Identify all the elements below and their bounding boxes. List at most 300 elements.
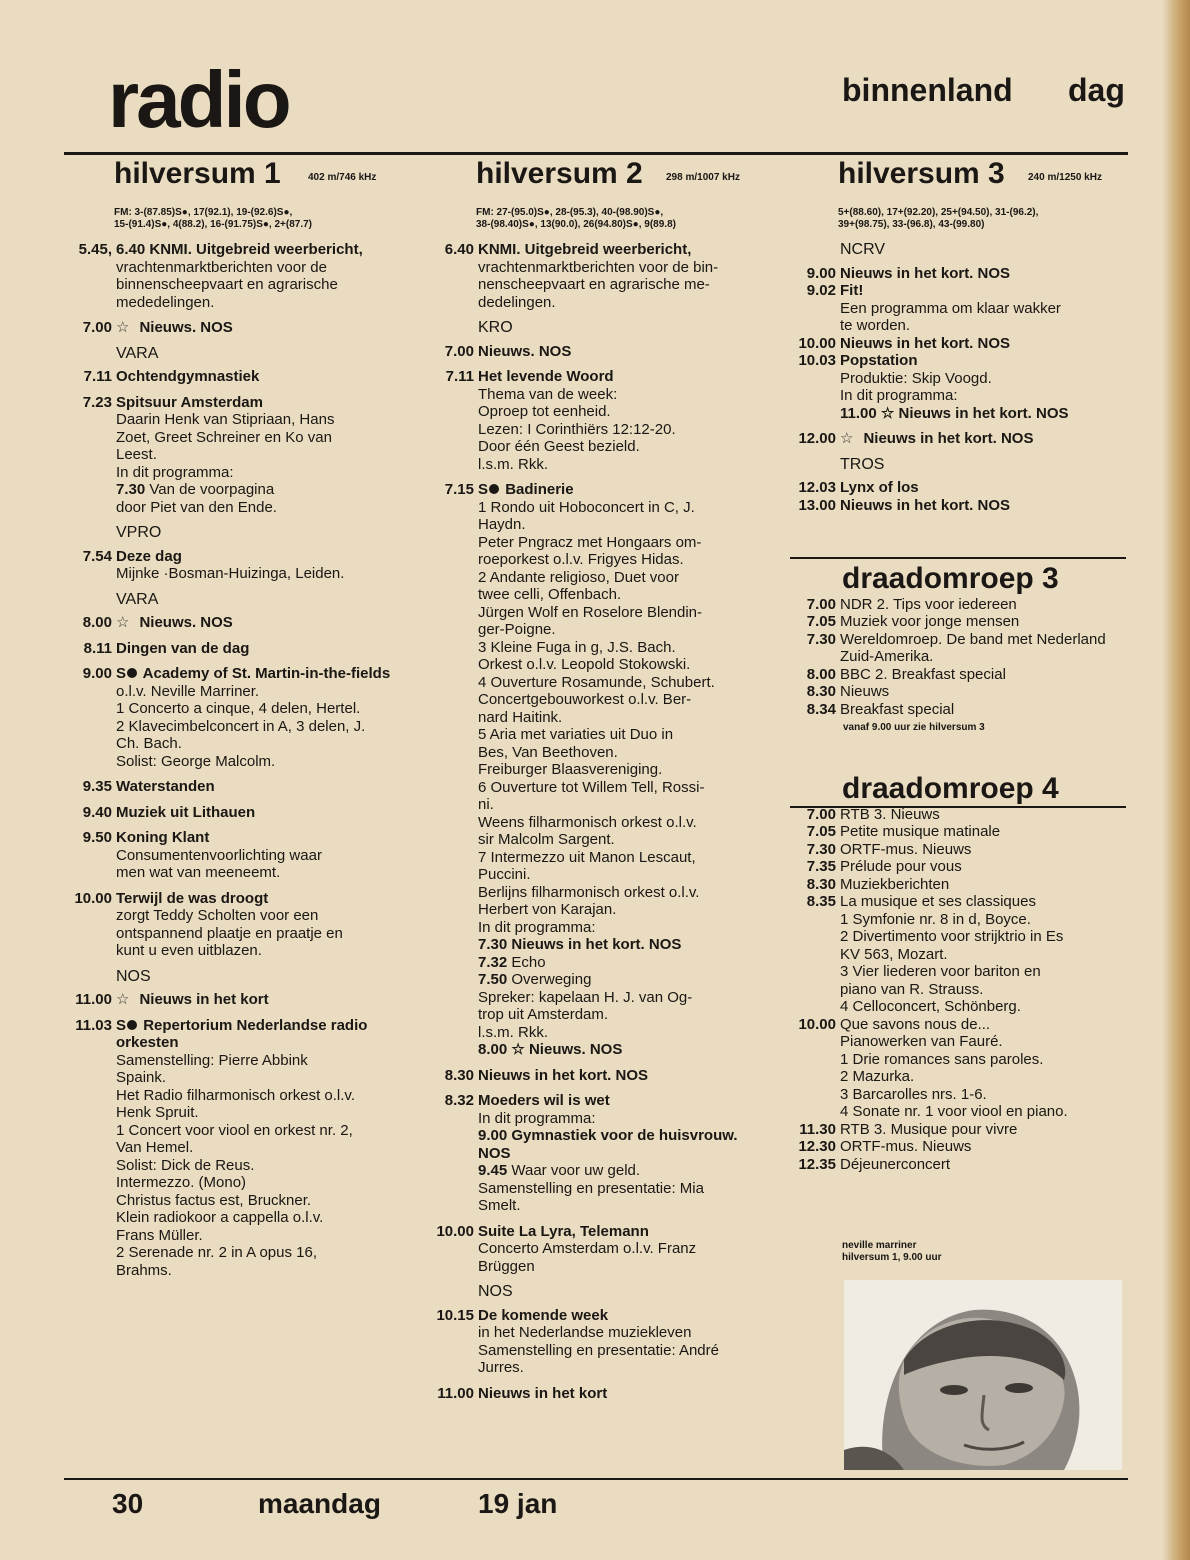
program-entry — [62, 991, 392, 1009]
schedule-text: KV 563, Mozart. — [840, 945, 948, 963]
program-body — [114, 804, 392, 822]
program-line: mededelingen. — [116, 293, 215, 311]
program-title — [478, 1067, 769, 1085]
schedule-time: 8.30 — [806, 875, 836, 893]
program-title-text: Badinerie — [505, 481, 574, 498]
schedule-text: 4 Celloconcert, Schönberg. — [840, 998, 1021, 1015]
program-body — [114, 665, 392, 770]
program-line: Puccini. — [478, 866, 531, 883]
schedule-text: Pianowerken van Fauré. — [840, 1033, 1003, 1050]
news-star-icon: ☆ — [116, 319, 130, 336]
schedule-text: Déjeunerconcert — [840, 1155, 951, 1173]
program-line: 2 Serenade nr. 2 in A opus 16, — [116, 1244, 317, 1261]
schedule-row — [786, 1138, 1126, 1156]
program-subitem — [478, 971, 769, 989]
schedule-time: 8.34 — [806, 700, 836, 718]
program-entry — [424, 1092, 769, 1215]
subitem-title: 7.30 — [116, 481, 146, 498]
station-name: hilversum 3 — [838, 157, 1005, 190]
fm-frequencies — [476, 207, 769, 231]
subitem-title: 11.00 ☆ Nieuws in het kort. NOS — [840, 404, 1069, 422]
schedule-row — [786, 631, 1126, 649]
schedule-row — [786, 666, 1126, 684]
fm-line: 38-(98.40)S●, 13(90.0), 26(94.80)S●, 9(89.8) — [476, 219, 676, 230]
program-line: ger-Poigne. — [478, 621, 556, 638]
program-title-text: Deze dag — [116, 547, 182, 565]
program-time: 12.00 — [798, 430, 836, 447]
schedule-text: NDR 2. Tips voor iedereen — [840, 595, 1017, 613]
program-time: 7.23 — [82, 393, 112, 411]
program-time: 10.03 — [798, 352, 836, 369]
program-entry — [786, 479, 1126, 497]
program-line: 3 Kleine Fuga in g, J.S. Bach. — [478, 638, 676, 656]
program-line: ni. — [478, 796, 494, 813]
program-title-text: Ochtendgymnastiek — [116, 368, 260, 385]
schedule-time: 8.30 — [806, 683, 836, 700]
program-line: In dit programma: — [840, 387, 958, 404]
program-line: Concertgebouworkest o.l.v. Ber- — [478, 691, 692, 708]
program-title — [116, 778, 392, 796]
program-line: sir Malcolm Sargent. — [478, 831, 615, 848]
schedule-text: Muziek voor jonge mensen — [840, 613, 1020, 630]
program-entry — [62, 778, 392, 796]
fm-line: 15-(91.4)S●, 4(88.2), 16-(91.75)S●, 2+(87.7) — [114, 219, 313, 230]
subitem-title: 7.30 Nieuws in het kort. NOS — [478, 936, 682, 953]
section-title: draadomroep 4 — [842, 772, 1059, 805]
program-time: 9.40 — [82, 803, 112, 821]
program-line: 1 Rondo uit Hoboconcert in C, J. — [478, 498, 695, 516]
program-body — [114, 890, 392, 960]
program-line: o.l.v. Neville Marriner. — [116, 682, 260, 700]
schedule-row — [786, 1033, 1126, 1051]
program-line: Solist: Dick de Reus. — [116, 1156, 255, 1174]
program-time: 10.00 — [436, 1222, 474, 1240]
station-frequency: 402 m/746 kHz — [308, 172, 377, 183]
program-time: 5.45, — [78, 241, 112, 258]
program-entry — [62, 1017, 392, 1280]
schedule-row — [786, 1051, 1126, 1069]
program-title — [478, 1385, 769, 1403]
day-label: dag — [1068, 72, 1125, 108]
page-title: radio — [108, 55, 289, 144]
schedule-row — [786, 998, 1126, 1016]
program-line: Orkest o.l.v. Leopold Stokowski. — [478, 656, 691, 673]
program-body — [838, 479, 1126, 497]
program-line: Oproep tot eenheid. — [478, 403, 611, 420]
program-line: Van Hemel. — [116, 1139, 194, 1156]
program-line: Samenstelling en presentatie: Mia — [478, 1179, 704, 1197]
subitem-text: Overweging — [507, 971, 592, 988]
footer-rule — [64, 1478, 1128, 1480]
broadcaster-label: TROS — [840, 455, 885, 473]
schedule-time: 8.00 — [806, 665, 836, 683]
program-line: Samenstelling: Pierre Abbink — [116, 1051, 308, 1069]
program-title — [116, 804, 392, 822]
program-line: Freiburger Blaasvereniging. — [478, 761, 663, 778]
program-line: Een programma om klaar wakker — [840, 299, 1061, 317]
program-title-text: Nieuws in het kort. NOS — [863, 430, 1034, 447]
program-title — [478, 1092, 769, 1110]
program-line: Peter Pngracz met Hongaars om- — [478, 533, 702, 551]
program-line: In dit programma: — [478, 918, 596, 936]
program-title — [478, 241, 769, 259]
program-time: 7.00 — [82, 319, 112, 336]
program-title — [116, 319, 392, 337]
schedule-row — [786, 963, 1126, 981]
schedule-row — [786, 946, 1126, 964]
program-subitem — [116, 481, 392, 499]
stereo-label: S — [478, 481, 489, 498]
schedule-text: piano van R. Strauss. — [840, 980, 984, 998]
program-entry — [62, 614, 392, 632]
schedule-text: Que savons nous de... — [840, 1015, 991, 1033]
broadcaster-label: NOS — [116, 967, 151, 985]
program-line: Christus factus est, Bruckner. — [116, 1191, 312, 1209]
program-time: 8.32 — [444, 1092, 474, 1109]
schedule-time: 7.30 — [806, 840, 836, 858]
schedule-row — [786, 823, 1126, 841]
program-line: ontspannend plaatje en praatje en — [116, 924, 343, 942]
news-star-icon: ☆ — [116, 614, 130, 631]
program-title — [116, 548, 392, 566]
program-title-text: Dingen van de dag — [116, 639, 250, 657]
page-number: 30 — [112, 1488, 144, 1519]
program-line: nard Haitink. — [478, 708, 563, 726]
hilversum-2-column — [424, 157, 769, 1410]
program-line: Door één Geest bezield. — [478, 438, 640, 455]
program-entry — [786, 282, 1126, 335]
program-entry — [62, 804, 392, 822]
program-title-text: Fit! — [840, 282, 864, 299]
program-entry — [62, 665, 392, 770]
schedule-text: Wereldomroep. De band met Nederland — [840, 630, 1106, 648]
schedule-row — [786, 806, 1126, 824]
program-body — [476, 241, 769, 311]
schedule-text: Zuid-Amerika. — [840, 648, 934, 665]
program-line: Haydn. — [478, 516, 526, 533]
station-header — [424, 157, 769, 201]
stereo-dot-icon — [127, 1020, 137, 1030]
fm-line: 39+(98.75), 33-(96.8), 43-(99.80) — [838, 219, 985, 230]
program-title-text: Koning Klant — [116, 829, 210, 846]
program-line: Klein radiokoor a cappella o.l.v. — [116, 1209, 324, 1226]
fm-frequencies — [114, 207, 392, 231]
program-entry — [62, 640, 392, 658]
program-time: 7.15 — [444, 481, 474, 498]
subitem-title: 7.50 — [478, 971, 508, 988]
schedule-row — [786, 683, 1126, 701]
program-title — [478, 368, 769, 386]
schedule-time: 8.35 — [806, 893, 836, 910]
program-line: 7 Intermezzo uit Manon Lescaut, — [478, 848, 696, 866]
program-title-text: Nieuws in het kort — [478, 1384, 608, 1402]
program-subitem — [478, 954, 769, 972]
program-time: 7.11 — [445, 368, 474, 385]
program-body — [838, 265, 1126, 283]
program-entry — [62, 319, 392, 337]
program-line: Smelt. — [478, 1197, 521, 1214]
program-entry — [424, 1223, 769, 1276]
broadcaster-label: VPRO — [116, 524, 162, 541]
program-title — [116, 640, 392, 658]
program-line: door Piet van den Ende. — [116, 498, 277, 516]
program-line: Thema van de week: — [478, 385, 618, 403]
program-time: 6.40 — [444, 241, 474, 258]
program-entry — [786, 430, 1126, 448]
program-title-text: Nieuws in het kort. NOS — [840, 264, 1011, 282]
program-body — [476, 1385, 769, 1403]
program-entry — [62, 548, 392, 583]
program-entry — [62, 368, 392, 386]
station-frequency: 298 m/1007 kHz — [666, 172, 740, 183]
section-title: draadomroep 3 — [842, 562, 1059, 595]
subitem-title: 9.00 Gymnastiek voor de huisvrouw. NOS — [478, 1127, 738, 1162]
program-body — [838, 352, 1126, 422]
schedule-time — [786, 1033, 838, 1051]
program-body — [114, 548, 392, 583]
schedule-row — [786, 648, 1126, 666]
program-title — [478, 481, 769, 499]
program-subitem — [478, 1127, 769, 1162]
program-line: binnenscheepvaart en agrarische — [116, 276, 338, 293]
schedule-time — [786, 998, 838, 1016]
schedule-row — [786, 1068, 1126, 1086]
program-time: 8.00 — [82, 614, 112, 631]
program-title-text: Popstation — [840, 352, 918, 369]
program-line: Produktie: Skip Voogd. — [840, 369, 992, 387]
program-title-text: Lynx of los — [840, 479, 919, 496]
hilversum-1-column — [62, 157, 392, 1287]
program-body — [476, 343, 769, 361]
program-entry — [424, 1307, 769, 1377]
schedule-text: ORTF-mus. Nieuws — [840, 840, 972, 858]
schedule-row — [786, 911, 1126, 929]
schedule-text: 2 Divertimento voor strijktrio in Es — [840, 928, 1064, 945]
program-line: Zoet, Greet Schreiner en Ko van — [116, 428, 332, 446]
program-line: men wat van meeneemt. — [116, 864, 281, 881]
schedule-text: BBC 2. Breakfast special — [840, 665, 1006, 683]
subitem-text: Waar voor uw geld. — [507, 1162, 641, 1179]
schedule-text: Breakfast special — [840, 700, 955, 718]
program-title-text: 6.40 KNMI. Uitgebreid weerbericht, — [116, 241, 363, 258]
program-title — [116, 394, 392, 412]
program-line: Het Radio filharmonisch orkest o.l.v. — [116, 1086, 355, 1104]
program-line: 6 Ouverture tot Willem Tell, Rossi- — [478, 778, 705, 796]
program-body — [114, 640, 392, 658]
program-entry — [424, 1385, 769, 1403]
program-title-text: Moeders wil is wet — [478, 1092, 610, 1109]
program-body — [114, 368, 392, 386]
program-line: Mijnke ·Bosman-Huizinga, Leiden. — [116, 565, 345, 582]
program-line: Frans Müller. — [116, 1226, 203, 1244]
program-line: 5 Aria met variaties uit Duo in — [478, 726, 674, 743]
program-line: Berlijns filharmonisch orkest o.l.v. — [478, 883, 700, 901]
schedule-time — [786, 928, 838, 946]
program-line: Brüggen — [478, 1257, 535, 1275]
schedule-row — [786, 981, 1126, 999]
program-subitem: 8.00 ☆ Nieuws. NOS — [478, 1041, 623, 1058]
program-line: Intermezzo. (Mono) — [116, 1174, 247, 1191]
program-title-text: Spitsuur Amsterdam — [116, 393, 263, 411]
program-title — [116, 1017, 392, 1052]
broadcaster-label: VARA — [116, 344, 159, 362]
broadcaster-label: KRO — [478, 319, 513, 336]
program-time: 9.50 — [82, 829, 112, 846]
program-entry — [424, 241, 769, 311]
program-time: 10.00 — [798, 334, 836, 352]
schedule-time — [786, 648, 838, 666]
page-edge — [1162, 0, 1190, 1560]
program-subitem — [478, 1162, 769, 1180]
program-entry — [786, 265, 1126, 283]
program-time: 11.00 — [75, 991, 112, 1008]
schedule-text: Petite musique matinale — [840, 823, 1001, 840]
fm-line: FM: 27-(95.0)S●, 28-(95.3), 40-(98.90)S●, — [476, 207, 664, 218]
schedule-time: 12.30 — [798, 1138, 836, 1155]
program-line: Leest. — [116, 446, 157, 463]
program-line: Spaink. — [116, 1069, 167, 1086]
subitem-title: 7.32 — [478, 953, 508, 971]
program-time: 10.00 — [74, 889, 112, 907]
schedule-text: RTB 3. Nieuws — [840, 805, 940, 823]
program-entry — [62, 829, 392, 882]
program-subitem — [840, 405, 1126, 423]
program-title — [116, 614, 392, 632]
program-line: Jurres. — [478, 1359, 524, 1376]
broadcaster-label: NOS — [478, 1283, 513, 1300]
schedule-text: 2 Mazurka. — [840, 1068, 915, 1085]
schedule-text: 1 Symfonie nr. 8 in d, Boyce. — [840, 910, 1031, 928]
program-time: 8.11 — [83, 639, 112, 657]
broadcaster-label: NCRV — [840, 241, 886, 258]
program-title — [478, 1307, 769, 1325]
program-line: Spreker: kapelaan H. J. van Og- — [478, 988, 693, 1006]
program-entry — [62, 394, 392, 517]
program-line: roeporkest o.l.v. Frigyes Hidas. — [478, 551, 684, 568]
stereo-dot-icon — [489, 484, 499, 494]
program-entry — [424, 343, 769, 361]
stereo-label: S — [116, 1016, 127, 1034]
program-title — [840, 335, 1126, 353]
program-time: 7.00 — [444, 342, 474, 360]
program-line: 1 Concerto a cinque, 4 delen, Hertel. — [116, 700, 361, 717]
program-line: Weens filharmonisch orkest o.l.v. — [478, 813, 697, 831]
section-spacer — [786, 522, 1126, 564]
program-line: 4 Ouverture Rosamunde, Schubert. — [478, 673, 715, 691]
schedule-time — [786, 981, 838, 999]
program-time: 11.03 — [75, 1016, 112, 1034]
program-line: trop uit Amsterdam. — [478, 1006, 609, 1023]
portrait-image — [844, 1280, 1122, 1470]
program-body — [114, 614, 392, 632]
program-time: 12.03 — [798, 479, 836, 496]
program-title-text: Waterstanden — [116, 778, 215, 795]
schedule-time: 11.30 — [799, 1120, 836, 1138]
station-name: hilversum 1 — [114, 157, 281, 190]
section-spacer — [786, 734, 1126, 774]
schedule-row — [786, 613, 1126, 631]
schedule-text: ORTF-mus. Nieuws — [840, 1138, 972, 1155]
program-body — [114, 778, 392, 796]
schedule-text: La musique et ses classiques — [840, 893, 1036, 910]
program-line: In dit programma: — [478, 1109, 596, 1127]
program-time: 13.00 — [798, 496, 836, 514]
schedule-text: 4 Sonate nr. 1 voor viool en piano. — [840, 1103, 1068, 1120]
news-star-icon: ☆ — [840, 430, 854, 447]
schedule-row — [786, 1086, 1126, 1104]
broadcaster-label: VARA — [116, 590, 159, 608]
program-title — [116, 890, 392, 908]
program-line: dedelingen. — [478, 293, 556, 311]
footer-date: 19 jan — [478, 1488, 558, 1519]
schedule-row — [786, 1103, 1126, 1121]
schedule-row — [786, 701, 1126, 719]
station-name: hilversum 2 — [476, 157, 643, 190]
schedule-row — [786, 876, 1126, 894]
fm-line: FM: 3-(87.85)S●, 17(92.1), 19-(92.6)S●, — [114, 207, 293, 218]
program-line: in het Nederlandse muziekleven — [478, 1324, 692, 1341]
program-body — [476, 481, 769, 1059]
program-time: 10.15 — [436, 1306, 474, 1324]
program-line: 2 Klavecimbelconcert in A, 3 delen, J. Ch. Bach. — [116, 717, 366, 752]
program-entry — [62, 890, 392, 960]
schedule-time — [786, 1068, 838, 1086]
program-entry — [62, 241, 392, 311]
program-title-text: Nieuws. NOS — [139, 319, 233, 336]
program-body — [838, 282, 1126, 335]
program-body — [838, 430, 1126, 448]
program-body — [476, 368, 769, 473]
program-time: 9.35 — [82, 778, 112, 795]
subitem-title: 9.45 — [478, 1162, 508, 1179]
section-note: vanaf 9.00 uur zie hilversum 3 — [843, 722, 985, 733]
program-title — [840, 479, 1126, 497]
schedule-time: 10.00 — [798, 1015, 836, 1033]
program-title-text: Nieuws. NOS — [139, 614, 233, 631]
program-title — [116, 829, 392, 847]
program-title — [840, 282, 1126, 300]
fm-frequencies — [838, 207, 1126, 231]
schedule-text: 1 Drie romances sans paroles. — [840, 1050, 1044, 1068]
portrait-photo — [844, 1280, 1122, 1470]
program-title — [840, 352, 1126, 370]
program-line: twee celli, Offenbach. — [478, 586, 622, 603]
schedule-row — [786, 858, 1126, 876]
program-title — [478, 343, 769, 361]
program-line: In dit programma: — [116, 463, 234, 481]
program-line: Herbert von Karajan. — [478, 901, 617, 918]
schedule-time — [786, 1086, 838, 1104]
schedule-text: 3 Vier liederen voor bariton en — [840, 963, 1041, 980]
program-time: 7.54 — [82, 547, 112, 565]
program-time: 7.11 — [83, 368, 112, 385]
program-body — [114, 829, 392, 882]
program-line: vrachtenmarktberichten voor de bin- — [478, 258, 719, 276]
subitem-text: Van de voorpagina — [145, 481, 275, 498]
program-title-text: KNMI. Uitgebreid weerbericht, — [478, 241, 692, 258]
program-line: Consumentenvoorlichting waar — [116, 846, 322, 864]
program-title-text: Het levende Woord — [478, 368, 614, 385]
program-line: l.s.m. Rkk. — [478, 455, 548, 473]
footer-day: maandag — [258, 1488, 381, 1519]
photo-caption — [842, 1240, 942, 1264]
program-body — [838, 335, 1126, 353]
program-body — [476, 1092, 769, 1215]
program-title-text: Muziek uit Lithauen — [116, 803, 256, 821]
program-body — [838, 497, 1126, 515]
program-subitem — [478, 936, 769, 954]
program-time: 9.02 — [806, 282, 836, 299]
